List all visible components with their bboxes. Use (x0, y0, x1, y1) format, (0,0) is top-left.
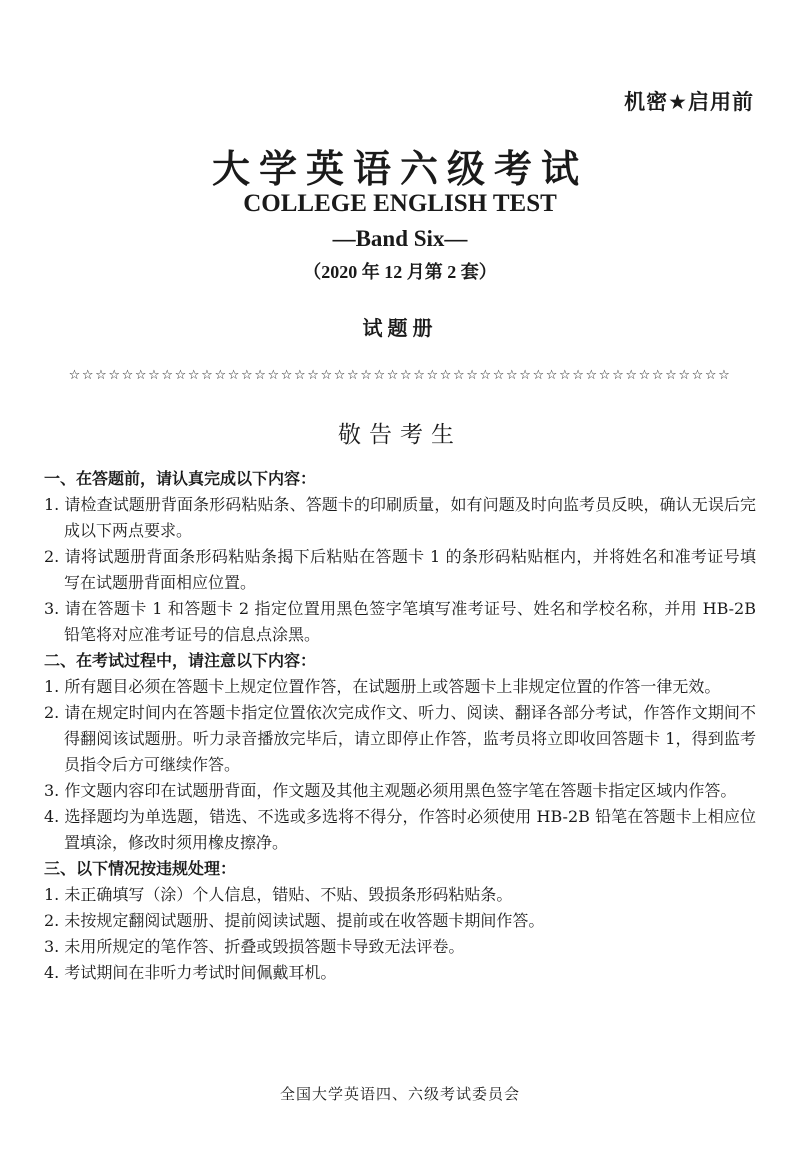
section-2 (44, 648, 756, 856)
section-1-item-3: 3. 请在答题卡 1 和答题卡 2 指定位置用黑色签字笔填写准考证号、姓名和学校名称，并用 HB-2B 铅笔将对应准考证号的信息点涂黑。 (44, 599, 756, 644)
notice-content (44, 466, 756, 986)
section-1-item-2: 2. 请将试题册背面条形码粘贴条揭下后粘贴在答题卡 1 的条形码粘贴框内，并将姓名和准考证号填写在试题册背面相应位置。 (44, 547, 756, 592)
exam-title-chinese: 大学英语六级考试 (211, 147, 588, 191)
section-3-item-2: 2. 未按规定翻阅试题册、提前阅读试题、提前或在收答题卡期间作答。 (44, 911, 545, 930)
exam-title-english: COLLEGE ENGLISH TEST (243, 190, 557, 217)
section-3-heading: 三、以下情况按违规处理： (44, 859, 237, 878)
confidential-label: 机密★启用前 (624, 90, 754, 114)
star-divider: ☆☆☆☆☆☆☆☆☆☆☆☆☆☆☆☆☆☆☆☆☆☆☆☆☆☆☆☆☆☆☆☆☆☆☆☆☆☆☆☆☆☆☆☆☆☆☆☆☆☆ (68, 368, 732, 383)
section-3-item-3: 3. 未用所规定的笔作答、折叠或毁损答题卡导致无法评卷。 (44, 937, 465, 956)
section-2-item-3: 3. 作文题内容印在试题册背面，作文题及其他主观题必须用黑色签字笔在答题卡指定区域内作答。 (44, 781, 737, 800)
section-2-heading: 二、在考试过程中，请注意以下内容： (44, 651, 317, 670)
section-1-item-1: 1. 请检查试题册背面条形码粘贴条、答题卡的印刷质量，如有问题及时向监考员反映，确认无误后完成以下两点要求。 (44, 495, 756, 540)
section-3-item-4: 4. 考试期间在非听力考试时间佩戴耳机。 (44, 963, 337, 982)
section-2-item-2: 2. 请在规定时间内在答题卡指定位置依次完成作文、听力、阅读、翻译各部分考试，作答作文期间不得翻阅该试题册。听力录音播放完毕后，请立即停止作答，监考员将立即收回答题卡 1，得到监考员指令后方可继续作答。 (44, 703, 756, 774)
section-1-heading: 一、在答题前，请认真完成以下内容： (44, 469, 317, 488)
section-2-item-4: 4. 选择题均为单选题，错选、不选或多选将不得分，作答时必须使用 HB-2B 铅笔在答题卡上相应位置填涂，修改时须用橡皮擦净。 (44, 807, 756, 852)
edition-label: （2020 年 12 月第 2 套） (303, 262, 497, 282)
band-label: —Band Six— (332, 226, 468, 251)
section-3-item-1: 1. 未正确填写（涂）个人信息，错贴、不贴、毁损条形码粘贴条。 (44, 885, 513, 904)
notice-title: 敬告考生 (338, 422, 462, 448)
section-1 (44, 466, 756, 648)
section-3 (44, 856, 756, 986)
section-2-item-1: 1. 所有题目必须在答题卡上规定位置作答，在试题册上或答题卡上非规定位置的作答一律无效。 (44, 677, 721, 696)
footer-committee: 全国大学英语四、六级考试委员会 (279, 1085, 520, 1103)
booklet-label: 试题册 (362, 316, 438, 340)
